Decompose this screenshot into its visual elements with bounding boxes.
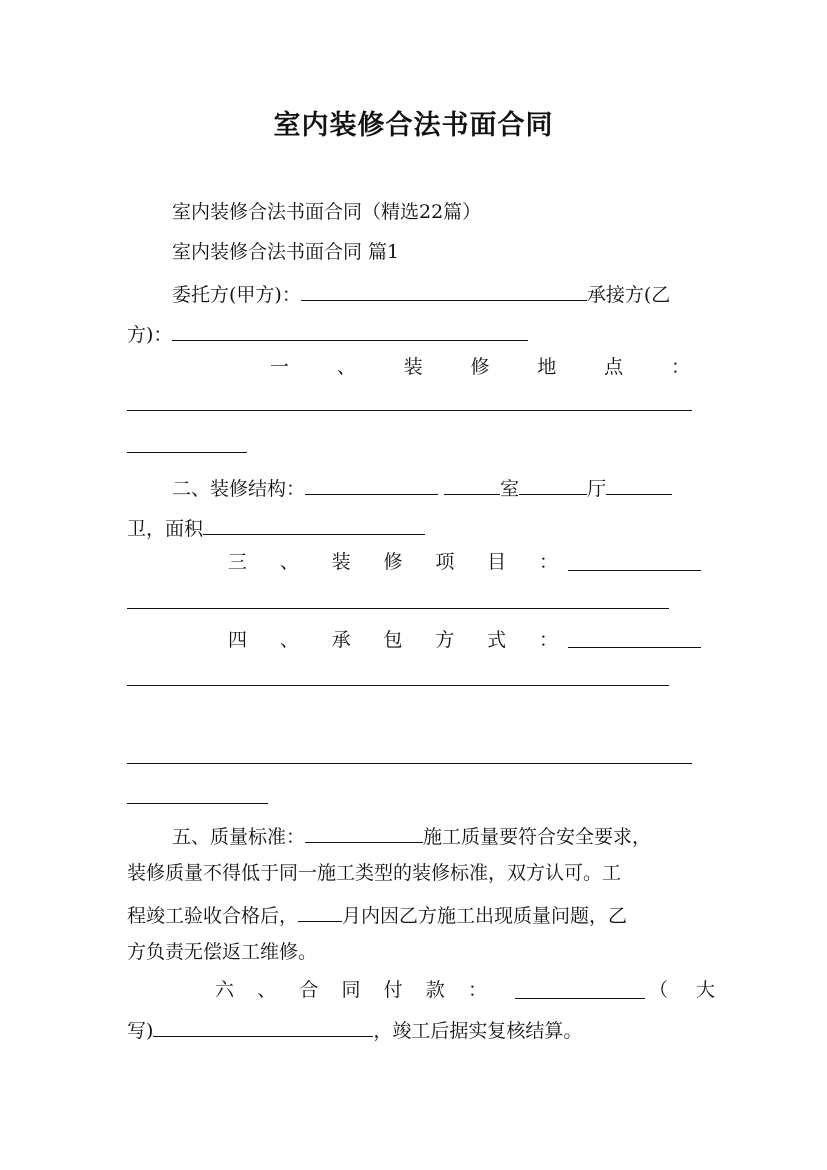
quality-text-2: 装修质量不得低于同一施工类型的装修标准，双方认可。工 (127, 862, 622, 884)
room-label: 室 (500, 478, 520, 500)
heading-char: 款 (425, 979, 445, 1001)
section-3-heading (228, 550, 558, 574)
heading-char: 、 (257, 979, 277, 1001)
party-a-line (172, 280, 670, 307)
structure-label: 二、装修结构： (172, 478, 306, 500)
months-blank[interactable] (298, 901, 342, 922)
heading-char: 点 (604, 356, 624, 378)
heading-char: 式 (487, 629, 507, 651)
heading-char: 同 (341, 979, 361, 1001)
page-title: 室内装修合法书面合同 (273, 110, 554, 141)
bath-count-blank[interactable] (606, 474, 672, 495)
heading-char: ： (670, 356, 690, 378)
location-blank-2[interactable] (127, 452, 247, 453)
party-b-label-cont: 方)： (127, 324, 173, 346)
section-1-heading (270, 355, 690, 379)
heading-char: 、 (336, 356, 356, 378)
quality-label: 五、质量标准： (172, 826, 306, 848)
party-a-label: 委托方(甲方)： (172, 284, 301, 306)
capital-close: 写) (127, 1020, 154, 1042)
chapter-heading: 室内装修合法书面合同 篇1 (172, 241, 400, 263)
quality-text-3b: 月内因乙方施工出现质量问题，乙 (342, 905, 628, 927)
heading-char: 六 (215, 979, 235, 1001)
subtitle: 室内装修合法书面合同（精选22篇） (172, 201, 482, 223)
heading-char: 四 (228, 629, 248, 651)
heading-char: ： (538, 629, 558, 651)
heading-char: 地 (537, 356, 557, 378)
hall-count-blank[interactable] (519, 474, 587, 495)
capital-open (649, 978, 716, 1002)
party-b-blank[interactable] (172, 320, 528, 341)
area-label: 卫，面积 (127, 518, 204, 540)
heading-char: 装 (403, 356, 423, 378)
structure-blank[interactable] (305, 474, 438, 495)
heading-char: 方 (435, 629, 455, 651)
contract-mode-blank-1[interactable] (568, 647, 701, 648)
heading-char: 三 (228, 551, 248, 573)
section-4-heading (228, 628, 558, 652)
contract-mode-blank-2[interactable] (127, 685, 669, 686)
extra-blank-2[interactable] (127, 803, 268, 804)
heading-char: 修 (383, 551, 403, 573)
party-b-label: 承接方(乙 (586, 284, 671, 306)
payment-blank[interactable] (515, 998, 645, 999)
hall-label: 厅 (587, 478, 607, 500)
quality-text-3a: 程竣工验收合格后， (127, 905, 299, 927)
area-line (127, 514, 425, 541)
heading-char: ： (467, 979, 487, 1001)
heading-char: 装 (331, 551, 351, 573)
quality-line-3 (127, 901, 627, 928)
location-blank-1[interactable] (127, 410, 692, 411)
quality-text-1: 施工质量要符合安全要求， (423, 826, 652, 848)
items-blank-1[interactable] (568, 570, 701, 571)
payment-settlement: ，竣工后据实复核结算。 (373, 1020, 583, 1042)
quality-text-4: 方负责无偿返工维修。 (127, 941, 318, 963)
heading-char: 修 (470, 356, 490, 378)
area-blank[interactable] (203, 514, 425, 535)
heading-char: 、 (279, 551, 299, 573)
heading-char: 合 (299, 979, 319, 1001)
section-6-heading (215, 978, 487, 1002)
section-2-line (172, 474, 672, 501)
party-a-blank[interactable] (301, 280, 587, 301)
heading-char: 包 (383, 629, 403, 651)
heading-char: ： (538, 551, 558, 573)
items-blank-2[interactable] (127, 608, 669, 609)
heading-char: 一 (270, 356, 290, 378)
party-b-line (127, 320, 528, 347)
heading-char: 项 (435, 551, 455, 573)
section-5-line (172, 822, 651, 849)
heading-char: 、 (279, 629, 299, 651)
room-count-blank[interactable] (444, 474, 500, 495)
heading-char: 承 (331, 629, 351, 651)
quality-blank[interactable] (305, 822, 423, 843)
capital-open-text: （ 大 (649, 979, 716, 1001)
payment-capital-blank[interactable] (153, 1016, 373, 1037)
payment-line-2 (127, 1016, 582, 1043)
heading-char: 目 (487, 551, 507, 573)
heading-char: 付 (383, 979, 403, 1001)
extra-blank-1[interactable] (127, 763, 692, 764)
